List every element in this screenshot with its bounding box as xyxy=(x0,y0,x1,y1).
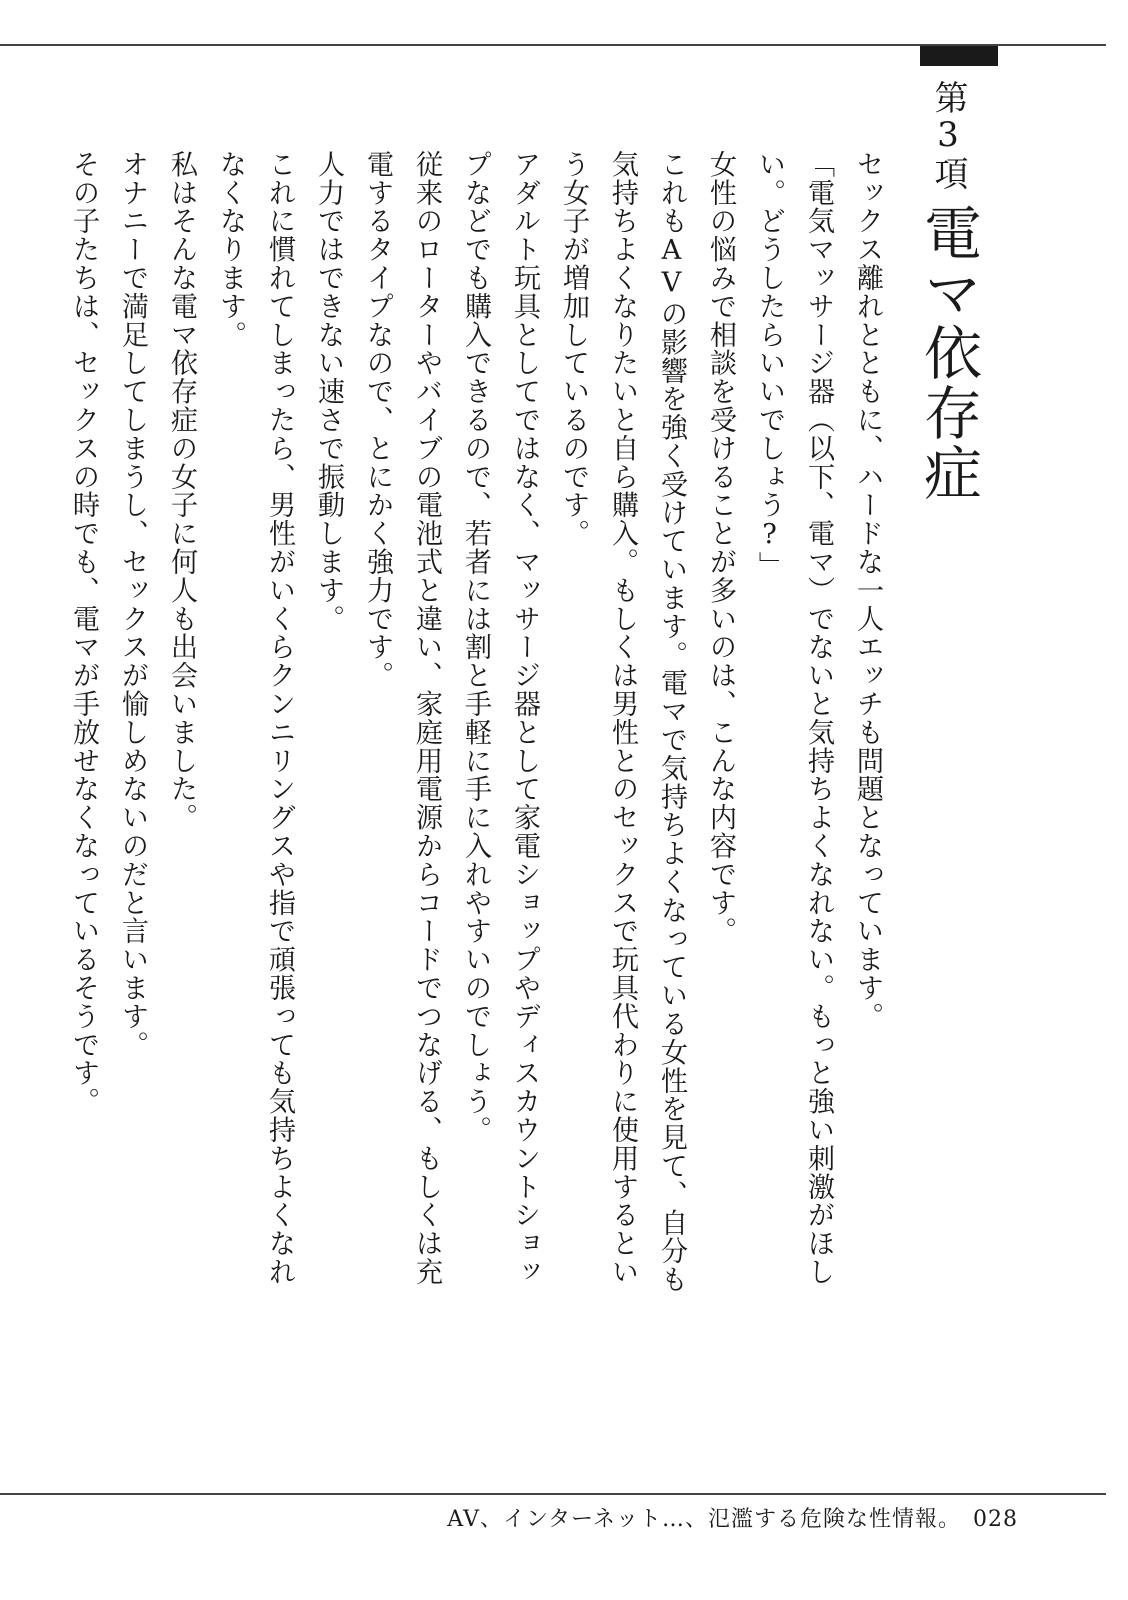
page-number: 028 xyxy=(973,1507,1018,1532)
paragraph: 従来のローターやバイブの電池式と違い、家庭用電源からコードでつなげる、もしくは充電するタイプなので、とにかく強力です。 xyxy=(362,150,442,1286)
running-title: AV、インターネット…、氾濫する危険な性情報。 xyxy=(447,1507,961,1532)
chapter-heading xyxy=(914,80,990,503)
paragraph: 女性の悩みで相談を受けることが多いのは、こんな内容です。 xyxy=(705,150,736,946)
paragraph: 人力ではできない速さで振動します。 xyxy=(313,150,344,633)
paragraph: アダルト玩具としてではなく、マッサージ器として家電ショップやディスカウントショップなどでも購入できるので、若者には割と手軽に手に入れやすいのでしょう。 xyxy=(460,150,540,1286)
paragraph: セックス離れとともに、ハードな一人エッチも問題となっています。 xyxy=(852,150,883,1031)
body-text xyxy=(68,150,892,1310)
paragraph: これに慣れてしまったら、男性がいくらクンニリングスや指で頑張っても気持ちよくなれなくなります。 xyxy=(215,150,295,1286)
page-footer xyxy=(447,1502,1018,1533)
chapter-label: 第3項 xyxy=(928,80,968,191)
paragraph: その子たちは、セックスの時でも、電マが手放せなくなっているそうです。 xyxy=(68,150,99,1116)
chapter-marker-bar xyxy=(920,46,998,66)
paragraph: 私はそんな電マ依存症の女子に何人も出会いました。 xyxy=(166,150,197,832)
paragraph: オナニーで満足してしまうし、セックスが愉しめないのだと言います。 xyxy=(117,150,148,1059)
bottom-rule xyxy=(0,1493,1106,1495)
chapter-title: 電マ依存症 xyxy=(914,203,982,503)
paragraph: 「電気マッサージ器（以下、電マ）でないと気持ちよくなれない。もっと強い刺激がほしい。どうしたらいいでしょう?」 xyxy=(754,150,834,1286)
paragraph: これもAVの影響を強く受けています。電マで気持ちよくなっている女性を見て、自分も気持ちよくなりたいと自ら購入。もしくは男性とのセックスで玩具代わりに使用するという女子が増加しているのです。 xyxy=(558,150,687,1294)
